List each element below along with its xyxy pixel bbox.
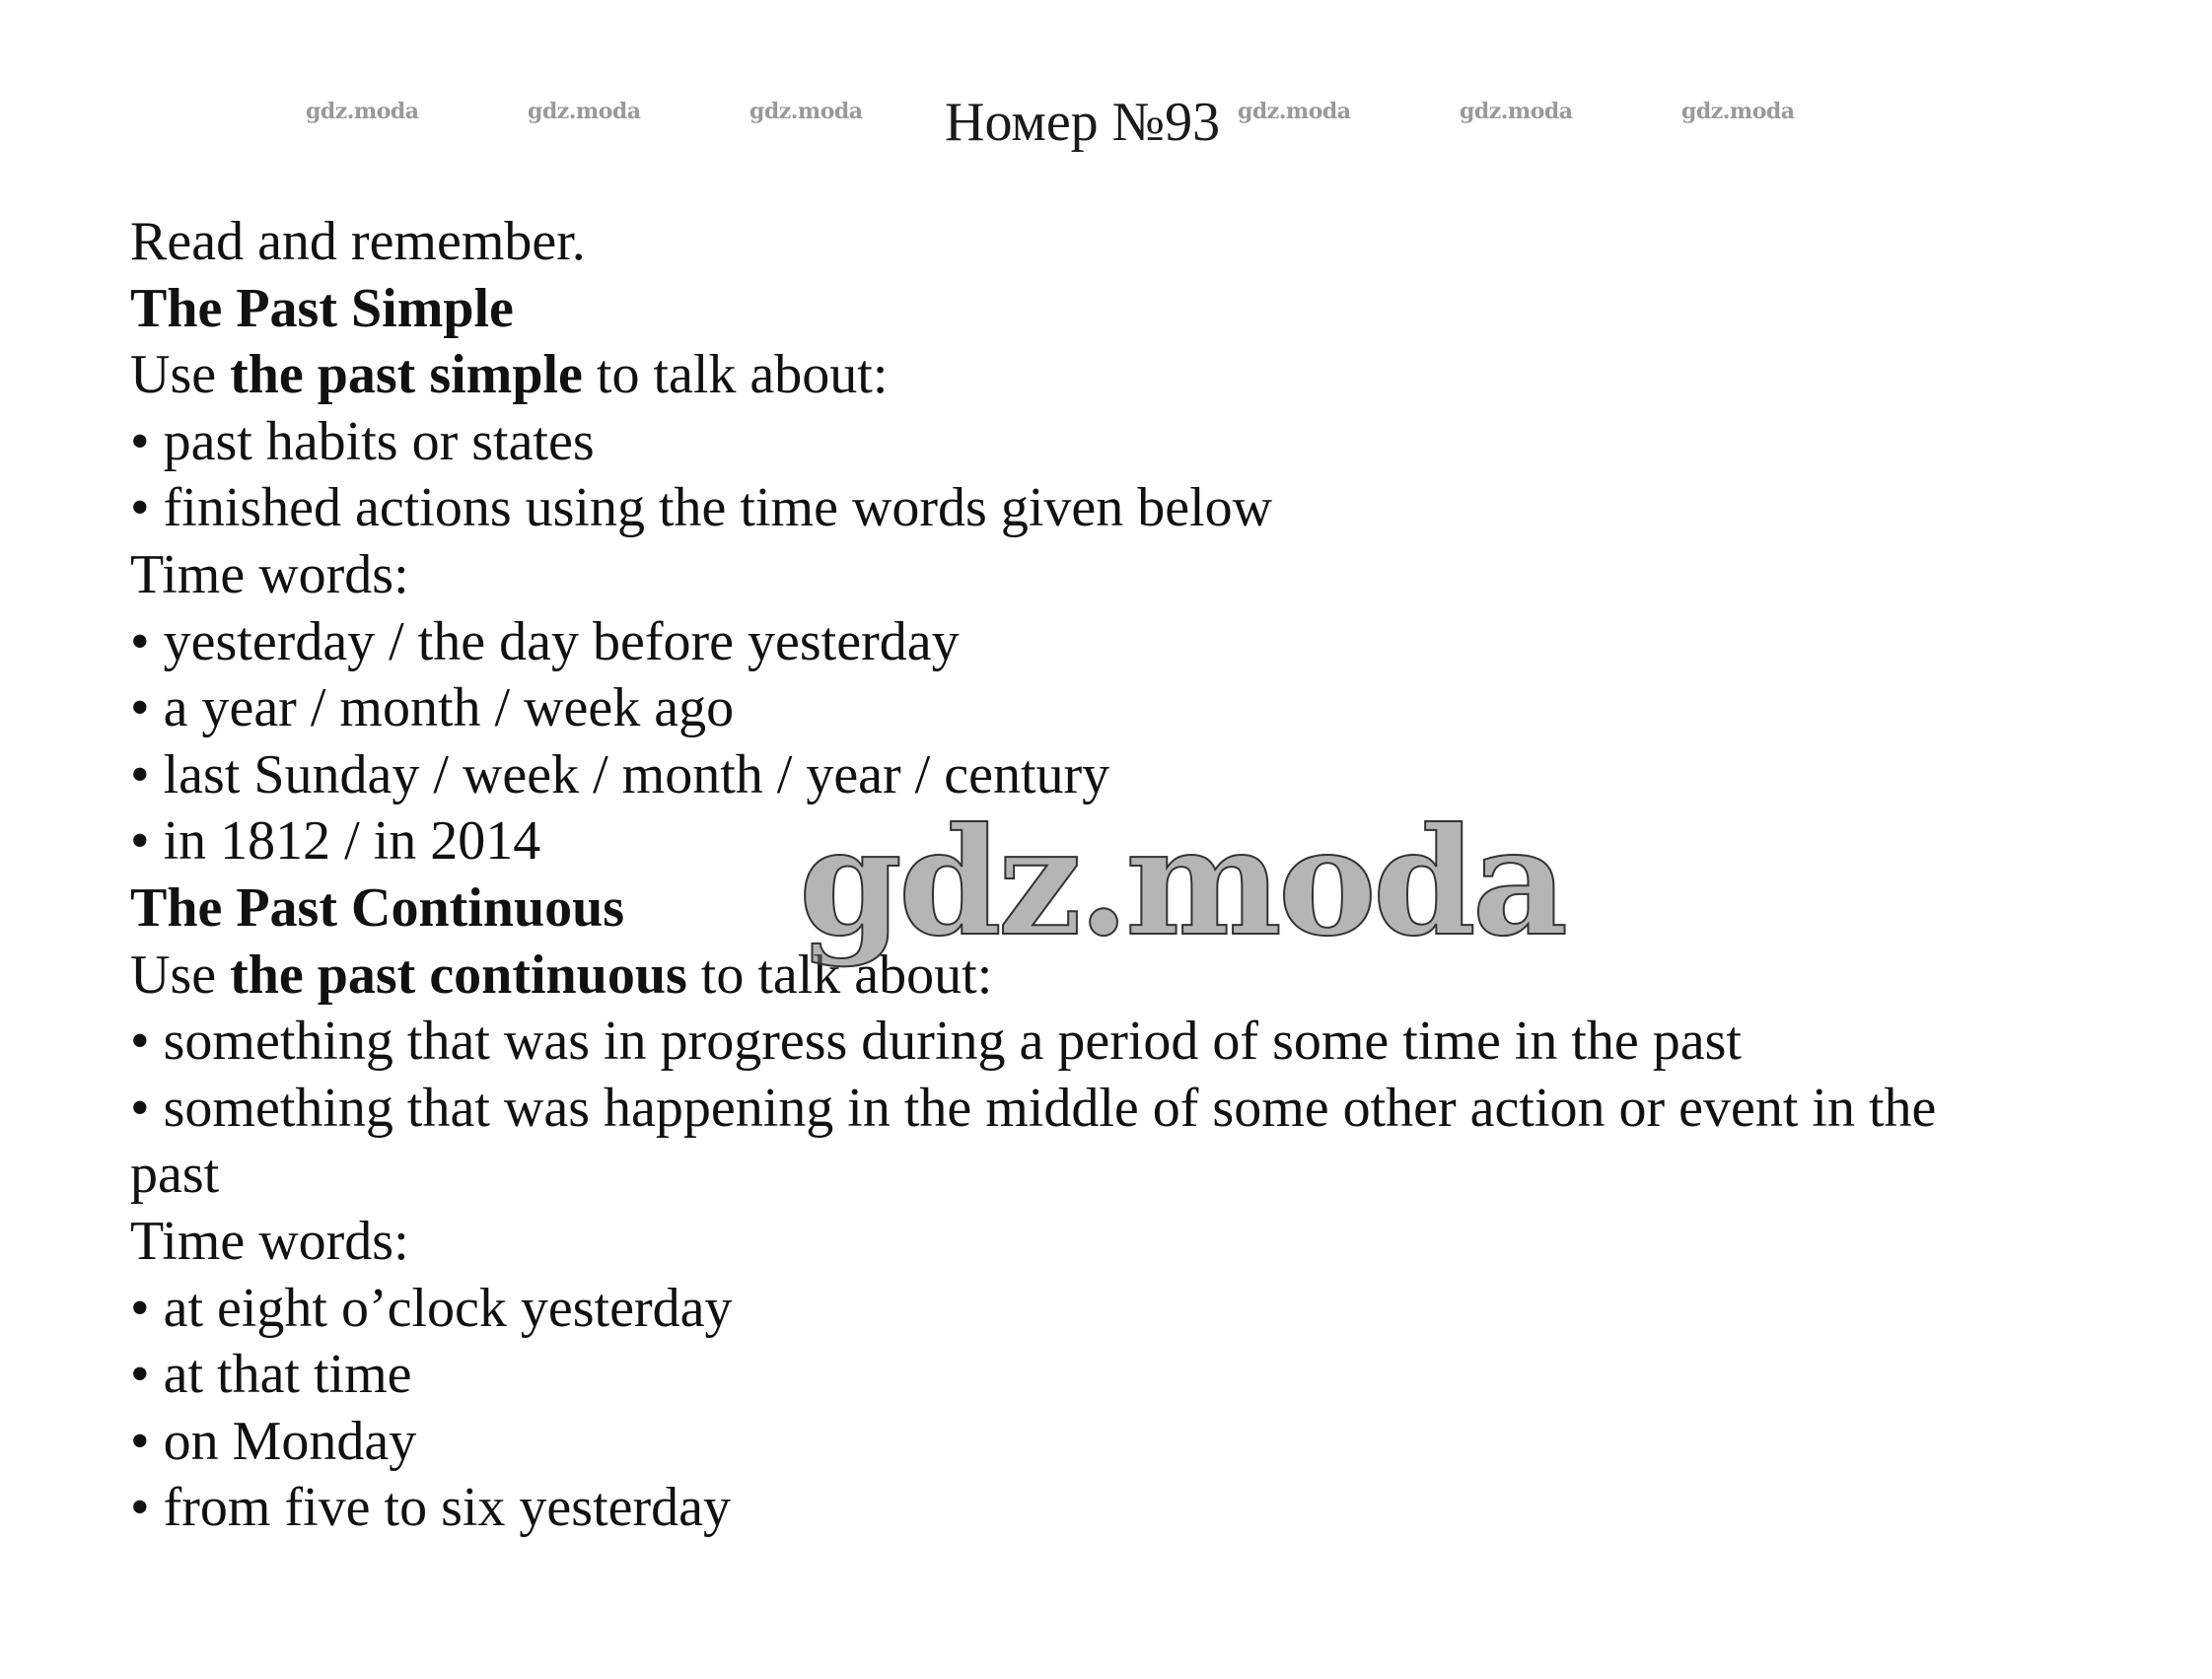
use-suffix: to talk about:: [582, 344, 889, 406]
use-prefix: Use: [130, 944, 231, 1006]
watermark-large: gdz.moda: [799, 796, 1565, 969]
list-item: • last Sunday / week / month / year / century: [130, 743, 1110, 805]
watermark-small-6: gdz.moda: [1681, 99, 1795, 124]
list-item: • at eight o’clock yesterday: [130, 1277, 733, 1339]
time-words-label: Time words:: [130, 543, 409, 605]
use-term: the past continuous: [230, 944, 687, 1006]
time-words-label: Time words:: [130, 1210, 409, 1272]
use-prefix: Use: [130, 344, 231, 406]
list-item: • at that time: [130, 1344, 412, 1406]
use-term: the past simple: [230, 344, 583, 406]
page-title: Номер №93: [945, 92, 1221, 153]
list-item: • from five to six yesterday: [130, 1477, 731, 1539]
past-simple-use-line: [130, 342, 2083, 409]
watermark-small-4: gdz.moda: [1238, 99, 1351, 124]
list-item: • in 1812 / in 2014: [130, 810, 541, 873]
watermark-small-1: gdz.moda: [306, 99, 419, 124]
past-simple-heading: The Past Simple: [130, 277, 514, 339]
list-item: • on Monday: [130, 1410, 417, 1472]
use-suffix: to talk about:: [686, 944, 993, 1006]
list-item: • something that was in progress during a period of some time in the past: [130, 1011, 1742, 1073]
watermark-small-2: gdz.moda: [528, 99, 641, 124]
list-item: • past habits or states: [130, 410, 595, 472]
intro-text: Read and remember.: [130, 211, 586, 272]
list-item: • finished actions using the time words given below: [130, 477, 1273, 539]
list-item: • a year / month / week ago: [130, 677, 735, 739]
past-continuous-heading: The Past Continuous: [130, 876, 625, 939]
list-item: • yesterday / the day before yesterday: [130, 610, 960, 672]
watermark-small-5: gdz.moda: [1460, 99, 1573, 124]
list-item: • something that was happening in the middle of some other action or event in the past: [130, 1077, 1937, 1206]
watermark-small-3: gdz.moda: [749, 99, 863, 124]
